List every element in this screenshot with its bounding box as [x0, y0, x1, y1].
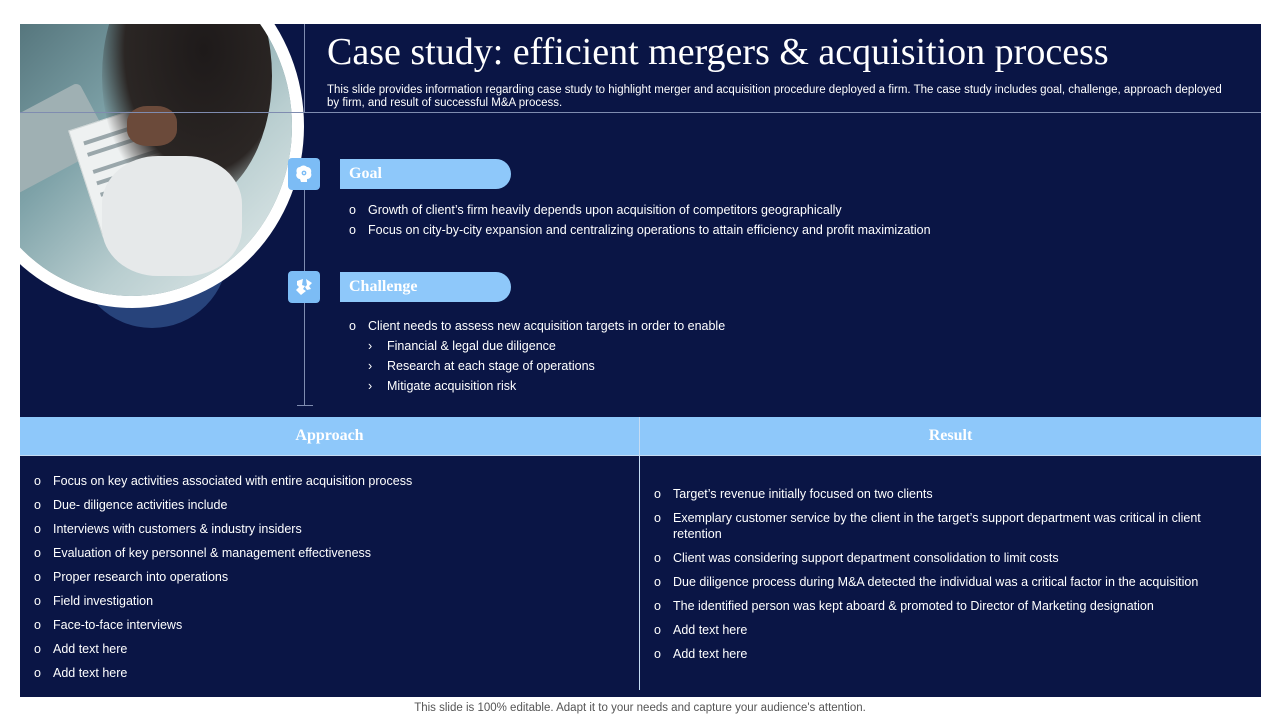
challenge-sub-list	[368, 336, 595, 396]
list-item: o The identified person was kept aboard & promoted to Director of Marketing designation	[654, 599, 1154, 613]
result-header: Result	[640, 417, 1261, 455]
footer-note: This slide is 100% editable. Adapt it to your needs and capture your audience's attention.	[414, 702, 866, 714]
broken-puzzle-icon	[288, 271, 320, 303]
hero-photo	[20, 24, 304, 308]
list-item: o Focus on key activities associated with entire acquisition process	[34, 474, 413, 488]
list-item: o Interviews with customers & industry insiders	[34, 522, 302, 536]
list-item: o Due- diligence activities include	[34, 498, 228, 512]
sub-list-item: › Financial & legal due diligence	[368, 339, 556, 353]
result-list	[654, 486, 1244, 670]
list-item: o Due diligence process during M&A detected the individual was a critical factor in the acquisition	[654, 575, 1199, 589]
list-item: o Exemplary customer service by the client in the target’s support department was critical in client retention	[654, 511, 1201, 541]
challenge-list	[349, 316, 725, 336]
list-item: o Client was considering support department consolidation to limit costs	[654, 551, 1059, 565]
list-item: o Client needs to assess new acquisition targets in order to enable	[349, 319, 726, 333]
title-underline	[20, 112, 1261, 113]
list-item: o Add text here	[34, 666, 128, 680]
table-header-border	[20, 455, 1261, 456]
timeline-end-cap	[297, 405, 313, 406]
list-item: o Face-to-face interviews	[34, 618, 183, 632]
sub-list-item: › Mitigate acquisition risk	[368, 379, 517, 393]
list-item: o Focus on city-by-city expansion and centralizing operations to attain efficiency and profit maximization	[349, 223, 931, 237]
list-item: o Add text here	[654, 647, 748, 661]
list-item: o Add text here	[654, 623, 748, 637]
list-item: o Growth of client’s firm heavily depends upon acquisition of competitors geographically	[349, 203, 842, 217]
approach-header: Approach	[20, 417, 639, 455]
list-item: o Target’s revenue initially focused on two clients	[654, 487, 933, 501]
challenge-label: Challenge	[340, 272, 511, 302]
list-item: o Add text here	[34, 642, 128, 656]
goal-label: Goal	[340, 159, 511, 189]
goal-list	[349, 200, 931, 240]
page-title: Case study: efficient mergers & acquisition process	[327, 31, 1109, 73]
page-subtitle: This slide provides information regarding case study to highlight merger and acquisition procedure deployed a firm. The case study includes goal, challenge, approach deployed by firm, and result of successful M&A process.	[327, 84, 1222, 109]
approach-list	[34, 469, 624, 685]
list-item: o Field investigation	[34, 594, 154, 608]
list-item: o Evaluation of key personnel & management effectiveness	[34, 546, 372, 560]
sub-list-item: › Research at each stage of operations	[368, 359, 595, 373]
list-item: o Proper research into operations	[34, 570, 229, 584]
slide-canvas	[20, 24, 1261, 697]
table-column-divider	[639, 417, 640, 690]
brain-gear-icon	[288, 158, 320, 190]
title-divider	[304, 24, 305, 112]
